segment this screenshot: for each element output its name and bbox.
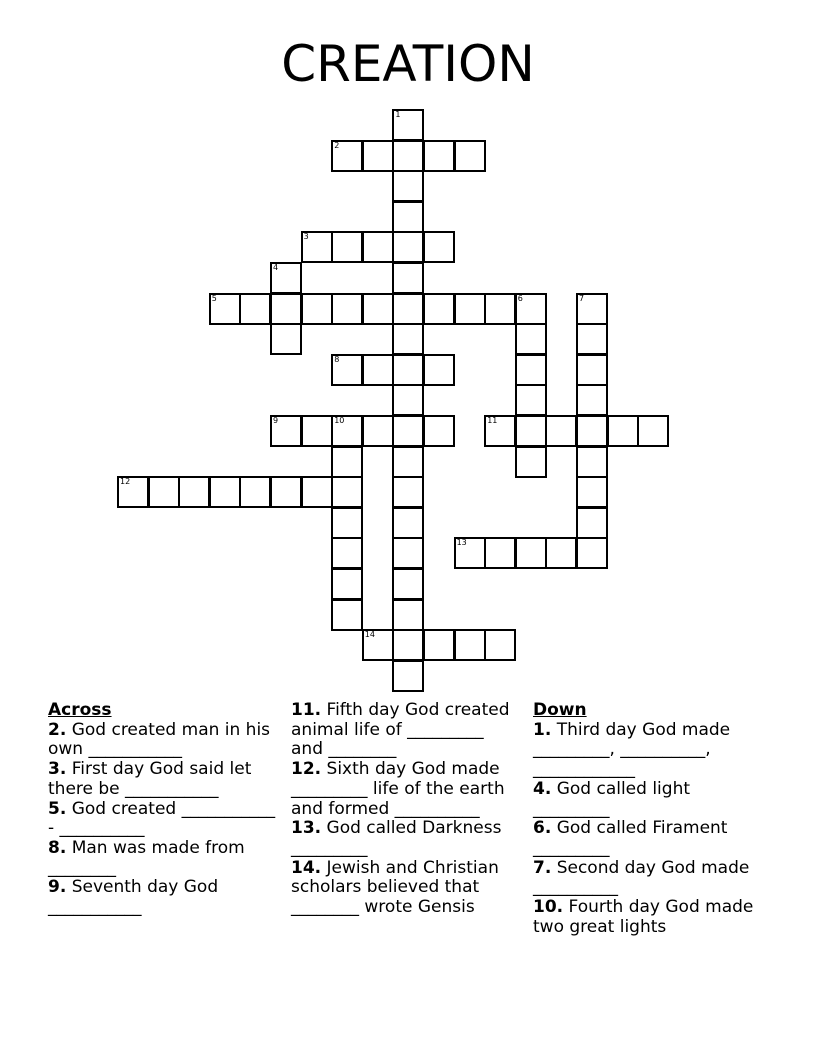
grid-cell[interactable] xyxy=(484,537,516,569)
grid-cell[interactable] xyxy=(423,293,455,325)
grid-cell[interactable] xyxy=(392,599,424,631)
down-heading: Down xyxy=(533,700,587,720)
grid-cell[interactable] xyxy=(239,476,271,508)
grid-cell[interactable] xyxy=(392,170,424,202)
grid-cell[interactable] xyxy=(331,354,363,386)
grid-cell[interactable] xyxy=(392,262,424,294)
grid-cell[interactable] xyxy=(637,415,669,447)
grid-cell[interactable] xyxy=(392,109,424,141)
grid-cell[interactable] xyxy=(301,231,333,263)
grid-cell[interactable] xyxy=(331,446,363,478)
grid-cell[interactable] xyxy=(331,231,363,263)
grid-cell[interactable] xyxy=(270,262,302,294)
grid-cell[interactable] xyxy=(545,415,577,447)
clue-number: 11 xyxy=(487,416,498,425)
grid-cell[interactable] xyxy=(362,293,394,325)
grid-cell[interactable] xyxy=(331,293,363,325)
grid-cell[interactable] xyxy=(392,140,424,172)
grid-cell[interactable] xyxy=(392,568,424,600)
clue-across-3: 3. First day God said let there be ___________ xyxy=(48,759,252,799)
grid-cell[interactable] xyxy=(454,537,486,569)
grid-cell[interactable] xyxy=(362,415,394,447)
grid-cell[interactable] xyxy=(392,384,424,416)
clue-down-4: 4. God called light _________ xyxy=(533,778,691,819)
grid-cell[interactable] xyxy=(576,415,608,447)
grid-cell[interactable] xyxy=(484,415,516,447)
grid-cell[interactable] xyxy=(576,323,608,355)
grid-cell[interactable] xyxy=(331,599,363,631)
grid-cell[interactable] xyxy=(301,415,333,447)
grid-cell[interactable] xyxy=(362,629,394,661)
grid-cell[interactable] xyxy=(576,384,608,416)
clue-number: 6 xyxy=(517,293,523,303)
grid-cell[interactable] xyxy=(423,140,455,172)
clue-number: 12 xyxy=(120,477,131,487)
grid-cell[interactable] xyxy=(331,140,363,172)
grid-cell[interactable] xyxy=(454,629,486,661)
clue-across-11: 11. Fifth day God created animal life of _________ and ________ xyxy=(291,700,510,760)
grid-cell[interactable] xyxy=(392,537,424,569)
across-heading: Across xyxy=(48,700,112,720)
grid-cell[interactable] xyxy=(423,231,455,263)
clue-across-12: 12. Sixth day God made _________ life of the earth and formed __________ xyxy=(291,759,505,819)
grid-cell[interactable] xyxy=(117,476,149,508)
grid-cell[interactable] xyxy=(270,476,302,508)
grid-cell[interactable] xyxy=(515,446,547,478)
clue-across-2: 2. God created man in his own ___________ xyxy=(48,719,271,760)
clue-across-8: 8. Man was made from ________ xyxy=(48,837,245,878)
middle-clues xyxy=(291,701,516,918)
grid-cell[interactable] xyxy=(454,293,486,325)
grid-cell[interactable] xyxy=(484,629,516,661)
puzzle-title: CREATION xyxy=(281,35,535,93)
clue-number: 5 xyxy=(211,293,217,303)
grid-cell[interactable] xyxy=(576,507,608,539)
clue-number: 1 xyxy=(395,110,401,119)
grid-cell[interactable] xyxy=(392,629,424,661)
clue-down-7: 7. Second day God made __________ xyxy=(533,857,750,898)
grid-cell[interactable] xyxy=(209,293,241,325)
grid-cell[interactable] xyxy=(209,476,241,508)
grid-cell[interactable] xyxy=(576,537,608,569)
grid-cell[interactable] xyxy=(178,476,210,508)
grid-cell[interactable] xyxy=(331,537,363,569)
clue-down-10: 10. Fourth day God made two great lights xyxy=(533,897,754,937)
clue-number: 7 xyxy=(579,293,585,303)
clue-number: 8 xyxy=(334,354,340,364)
grid-cell[interactable] xyxy=(331,476,363,508)
clue-number: 14 xyxy=(364,630,375,640)
grid-cell[interactable] xyxy=(331,507,363,539)
grid-cell[interactable] xyxy=(270,323,302,355)
clue-down-6: 6. God called Firament _________ xyxy=(533,818,728,858)
grid-cell[interactable] xyxy=(423,415,455,447)
grid-cell[interactable] xyxy=(270,293,302,325)
clue-across-5: 5. God created ___________ - __________ xyxy=(48,798,276,839)
clue-down-1: 1. Third day God made _________, __________, ____________ xyxy=(533,719,731,780)
grid-cell[interactable] xyxy=(301,476,333,508)
clue-across-9: 9. Seventh day God ___________ xyxy=(48,877,219,918)
clue-across-13: 13. God called Darkness _________ xyxy=(291,818,502,858)
grid-cell[interactable] xyxy=(423,354,455,386)
clue-number: 13 xyxy=(456,538,467,548)
grid-cell[interactable] xyxy=(362,354,394,386)
grid-cell[interactable] xyxy=(301,293,333,325)
grid-cell[interactable] xyxy=(392,446,424,478)
across-clues xyxy=(48,701,278,918)
grid-cell[interactable] xyxy=(515,415,547,447)
grid-cell[interactable] xyxy=(331,415,363,447)
clue-number: 2 xyxy=(334,140,340,150)
grid-cell[interactable] xyxy=(576,476,608,508)
grid-cell[interactable] xyxy=(515,293,547,325)
grid-cell[interactable] xyxy=(484,293,516,325)
clue-number: 10 xyxy=(334,416,345,425)
grid-cell[interactable] xyxy=(392,323,424,355)
grid-cell[interactable] xyxy=(392,201,424,233)
grid-cell[interactable] xyxy=(392,660,424,692)
grid-cell[interactable] xyxy=(148,476,180,508)
clue-across-14: 14. Jewish and Christian scholars believed that ________ wrote Gensis xyxy=(291,857,499,918)
clue-number: 9 xyxy=(273,416,279,425)
grid-cell[interactable] xyxy=(423,629,455,661)
clue-number: 4 xyxy=(273,263,279,272)
clue-number: 3 xyxy=(303,232,309,242)
grid-cell[interactable] xyxy=(331,568,363,600)
grid-cell[interactable] xyxy=(515,354,547,386)
grid-cell[interactable] xyxy=(392,354,424,386)
grid-cell[interactable] xyxy=(607,415,639,447)
grid-cell[interactable] xyxy=(392,415,424,447)
grid-cell[interactable] xyxy=(515,384,547,416)
grid-cell[interactable] xyxy=(454,140,486,172)
grid-cell[interactable] xyxy=(392,293,424,325)
grid-cell[interactable] xyxy=(392,231,424,263)
grid-cell[interactable] xyxy=(392,476,424,508)
grid-cell[interactable] xyxy=(576,354,608,386)
down-clues xyxy=(533,701,763,937)
grid-cell[interactable] xyxy=(239,293,271,325)
grid-cell[interactable] xyxy=(576,293,608,325)
grid-cell[interactable] xyxy=(362,140,394,172)
grid-cell[interactable] xyxy=(362,231,394,263)
grid-cell[interactable] xyxy=(515,537,547,569)
grid-cell[interactable] xyxy=(545,537,577,569)
grid-cell[interactable] xyxy=(270,415,302,447)
grid-cell[interactable] xyxy=(576,446,608,478)
grid-cell[interactable] xyxy=(392,507,424,539)
grid-cell[interactable] xyxy=(515,323,547,355)
